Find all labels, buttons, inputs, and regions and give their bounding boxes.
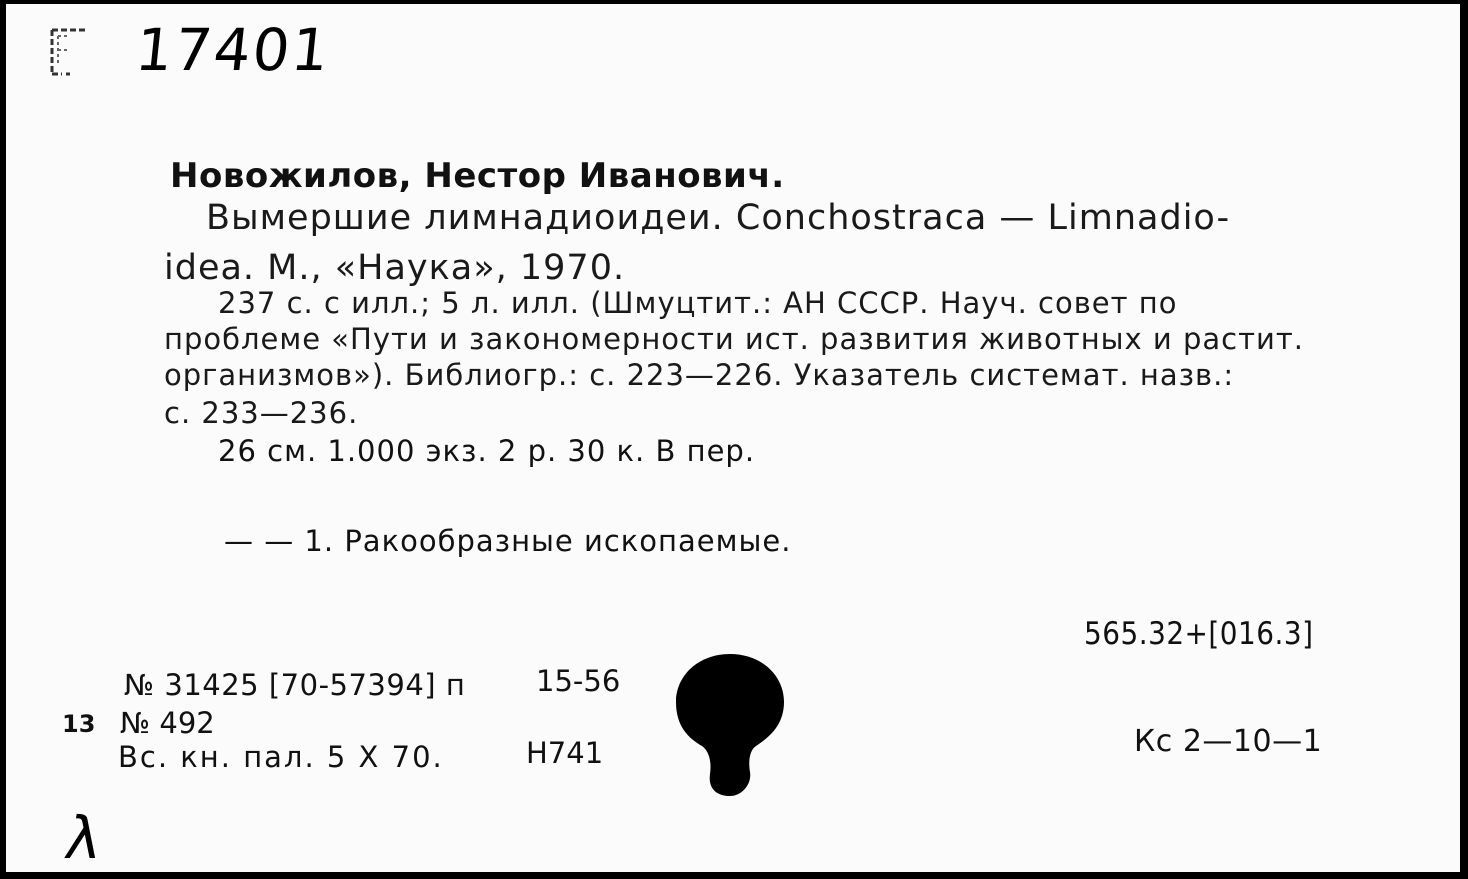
classification-code: 565.32+[016.3] (1084, 616, 1314, 652)
handwritten-mark: λ (60, 804, 107, 872)
description-line: 237 с. с илл.; 5 л. илл. (Шмуцтит.: АН СССР. Науч. совет по (218, 286, 1178, 320)
title-line-1: Вымершие лимнадиоидеи. Conchostraca — Limnadio- (206, 198, 1231, 238)
order-mark: 13 (62, 710, 96, 738)
author-heading: Новожилов, Нестор Иванович. (170, 156, 785, 196)
physical-description: 26 см. 1.000 экз. 2 р. 30 к. В пер. (218, 434, 756, 468)
kc-code: Кс 2—10—1 (1134, 724, 1323, 759)
order-number: № 31425 [70-57394] п (124, 668, 466, 702)
corner-stamp-icon (48, 26, 92, 78)
order-number-2: № 492 (120, 706, 215, 740)
print-code: Н741 (526, 736, 604, 770)
description-line: с. 233—236. (164, 396, 359, 430)
description-line: организмов»). Библиогр.: с. 223—226. Указатель системат. назв.: (164, 358, 1235, 392)
description-line: проблеме «Пути и закономерности ист. развития животных и растит. (164, 322, 1304, 356)
subject-heading: — — 1. Ракообразные ископаемые. (224, 524, 792, 558)
order-number-right: 15-56 (536, 664, 621, 698)
punch-hole-icon (676, 650, 784, 800)
catalog-card (6, 4, 1460, 872)
title-line-2: idea. М., «Наука», 1970. (164, 248, 626, 288)
inventory-number: 17401 (132, 16, 335, 84)
print-date-line: Вс. кн. пал. 5 X 70. (118, 740, 444, 774)
